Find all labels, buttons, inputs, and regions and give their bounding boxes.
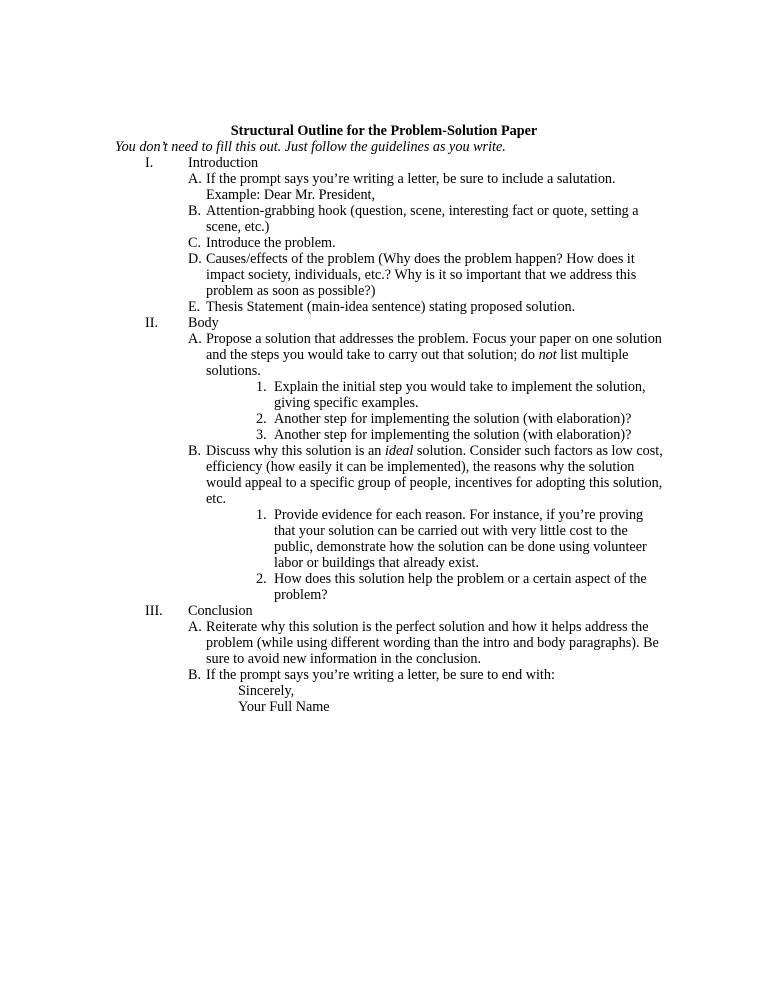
outline-item-body-a xyxy=(188,331,670,379)
item-marker: 2. xyxy=(256,571,267,587)
item-text-before: Discuss why this solution is an xyxy=(206,443,385,459)
item-marker: 3. xyxy=(256,427,267,443)
item-marker: 1. xyxy=(256,507,267,523)
outline-item-intro-b xyxy=(188,203,670,235)
outline-subitem-body-b-1 xyxy=(256,507,648,571)
outline-item-conclusion-a xyxy=(188,619,670,667)
item-text-after: solution. Consider such factors as low cost, efficiency (how easily it can be implemented), the reasons why the solution would appeal to a specific group of people, incentives for adopting this solution, etc. xyxy=(206,443,663,507)
item-text: If the prompt says you’re writing a letter, be sure to end with: xyxy=(206,667,555,683)
item-marker: A. xyxy=(188,331,202,347)
section-heading-conclusion: Conclusion xyxy=(188,603,253,619)
item-text-after: list multiple solutions. xyxy=(206,347,629,379)
item-text: How does this solution help the problem or a certain aspect of the problem? xyxy=(274,571,647,603)
item-text: Another step for implementing the solution (with elaboration)? xyxy=(274,411,632,427)
item-text: Explain the initial step you would take to implement the solution, giving specific examples. xyxy=(274,379,646,411)
item-emphasis: not xyxy=(538,347,557,363)
document-subtitle: You don’t need to fill this out. Just follow the guidelines as you write. xyxy=(115,139,506,155)
section-heading-body: Body xyxy=(188,315,219,331)
section-numeral-introduction: I. xyxy=(145,155,154,171)
item-marker: 1. xyxy=(256,379,267,395)
outline-subitem-body-a-3 xyxy=(256,427,648,443)
outline-subitem-body-b-2 xyxy=(256,571,648,603)
item-text: Provide evidence for each reason. For instance, if you’re proving that your solution can be carried out with very little cost to the public, demonstrate how the solution can be done using volunteer labor or buildings that already exist. xyxy=(274,507,647,571)
item-emphasis: ideal xyxy=(384,443,414,459)
outline-item-intro-c xyxy=(188,235,670,251)
item-marker: A. xyxy=(188,171,202,187)
item-marker: A. xyxy=(188,619,202,635)
item-text: Another step for implementing the solution (with elaboration)? xyxy=(274,427,632,443)
item-marker: B. xyxy=(188,667,202,683)
outline-item-intro-e xyxy=(188,299,670,315)
item-marker: E. xyxy=(188,299,201,315)
section-numeral-body: II. xyxy=(145,315,158,331)
outline-item-intro-a xyxy=(188,171,670,203)
item-marker: B. xyxy=(188,443,202,459)
item-marker: 2. xyxy=(256,411,267,427)
item-text: Attention-grabbing hook (question, scene, interesting fact or quote, setting a scene, etc.) xyxy=(206,203,639,235)
outline-item-intro-d xyxy=(188,251,670,299)
section-heading-introduction: Introduction xyxy=(188,155,259,171)
outline-item-conclusion-b xyxy=(188,667,670,683)
closing-signature: Your Full Name xyxy=(238,699,330,715)
item-marker: B. xyxy=(188,203,202,219)
item-marker: D. xyxy=(188,251,202,267)
outline-subitem-body-a-2 xyxy=(256,411,648,427)
document-title: Structural Outline for the Problem-Solution Paper xyxy=(230,123,538,139)
outline-item-body-b xyxy=(188,443,670,507)
item-text-before: Propose a solution that addresses the problem. Focus your paper on one solution and the steps you would take to carry out that solution; do xyxy=(206,331,662,363)
item-text: If the prompt says you’re writing a letter, be sure to include a salutation. Example: Dear Mr. President, xyxy=(206,171,616,203)
closing-valediction: Sincerely, xyxy=(238,683,295,699)
item-text: Introduce the problem. xyxy=(206,235,336,251)
outline-subitem-body-a-1 xyxy=(256,379,648,411)
item-text: Causes/effects of the problem (Why does the problem happen? How does it impact society, individuals, etc.? Why is it so important that we address this problem as soon as possible?) xyxy=(206,251,637,299)
item-text: Reiterate why this solution is the perfect solution and how it helps address the problem (while using different wording than the intro and body paragraphs). Be sure to avoid new information in the conclusion. xyxy=(206,619,659,667)
item-marker: C. xyxy=(188,235,202,251)
item-text: Thesis Statement (main-idea sentence) stating proposed solution. xyxy=(206,299,576,315)
section-numeral-conclusion: III. xyxy=(145,603,163,619)
